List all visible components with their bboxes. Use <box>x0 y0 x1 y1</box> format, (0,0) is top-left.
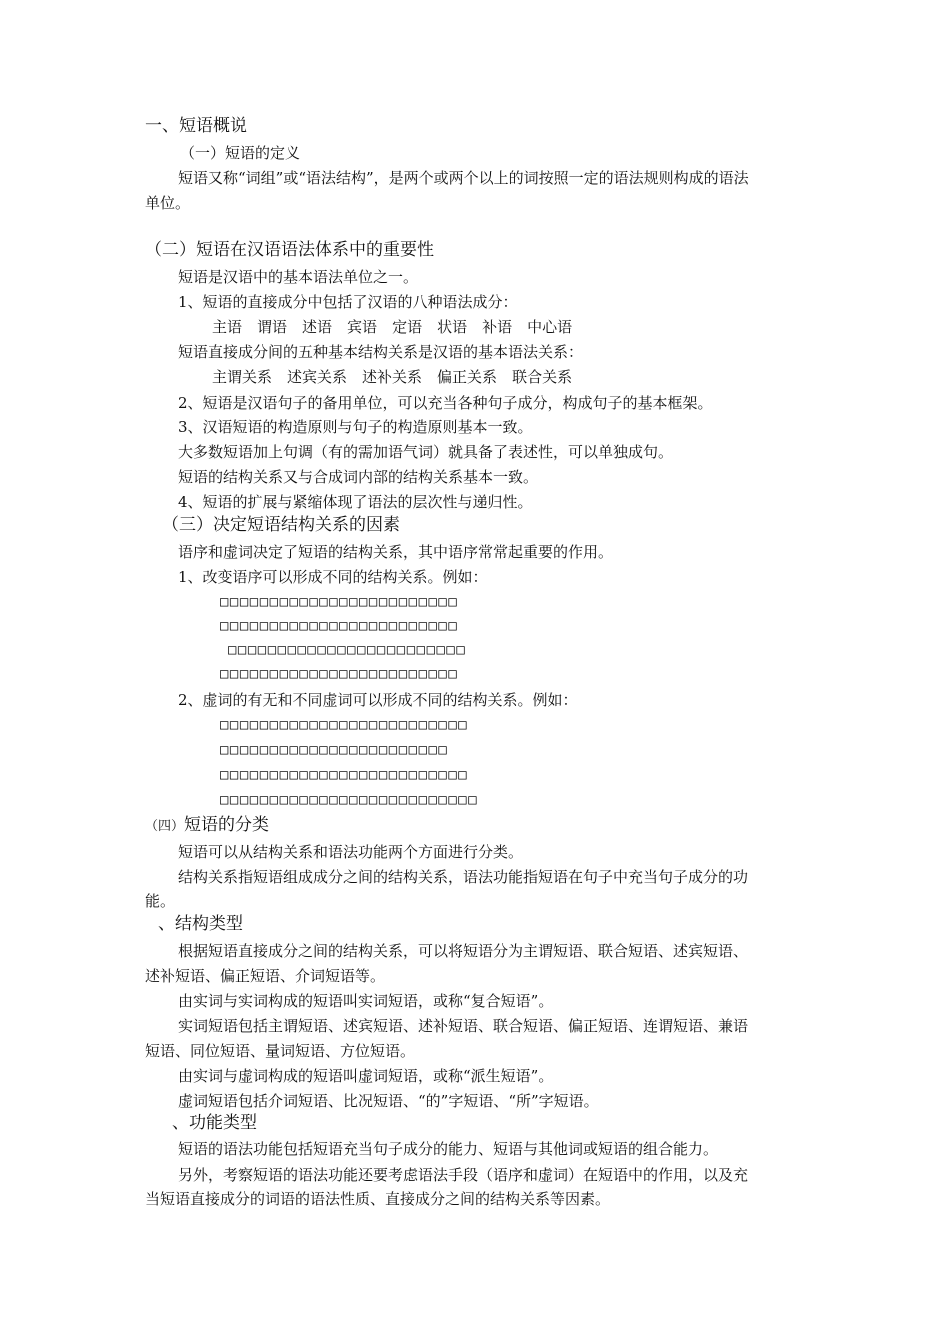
section-4-label: 短语的分类 <box>184 815 270 835</box>
list-item: 2、短语是汉语句子的备用单位，可以充当各种句子成分，构成句子的基本框架。 <box>178 394 713 412</box>
relation-term: 联合关系 <box>512 368 573 386</box>
paragraph: 虚词短语包括介词短语、比况短语、“的”字短语、“所”字短语。 <box>178 1092 599 1110</box>
example-line: □□□□□□□□□□□□□□□□□□□□□□□□ <box>220 666 459 682</box>
paragraph-line2: 短语、同位短语、量词短语、方位短语。 <box>145 1042 416 1060</box>
subsection-structure-title: 、结构类型 <box>158 914 243 934</box>
relation-term: 述宾关系 <box>287 368 348 386</box>
paragraph: 语序和虚词决定了短语的结构关系，其中语序常常起重要的作用。 <box>178 543 614 561</box>
relation-term: 偏正关系 <box>437 368 498 386</box>
component-term: 中心语 <box>527 318 573 336</box>
example-line: □□□□□□□□□□□□□□□□□□□□□□□□ <box>228 642 467 658</box>
paragraph-line1: 结构关系指短语组成成分之间的结构关系，语法功能指短语在句子中充当句子成分的功 <box>178 868 749 886</box>
example-line: □□□□□□□□□□□□□□□□□□□□□□□ <box>220 742 449 758</box>
list-item: 4、短语的扩展与紧缩体现了语法的层次性与递归性。 <box>178 493 533 511</box>
list-item: 3、汉语短语的构造原则与句子的构造原则基本一致。 <box>178 418 533 436</box>
list-item: 1、短语的直接成分中包括了汉语的八种语法成分： <box>178 293 518 311</box>
paragraph: 由实词与虚词构成的短语叫虚词短语，或称“派生短语”。 <box>178 1067 554 1085</box>
component-term: 主语 <box>212 318 243 336</box>
definition-paragraph-line1: 短语又称“词组”或“语法结构”，是两个或两个以上的词按照一定的语法规则构成的语法 <box>178 169 749 187</box>
component-term: 补语 <box>482 318 513 336</box>
list-item: 2、虚词的有无和不同虚词可以形成不同的结构关系。例如： <box>178 691 578 709</box>
paragraph: 短语的语法功能包括短语充当句子成分的能力、短语与其他词或短语的组合能力。 <box>178 1140 719 1158</box>
example-line: □□□□□□□□□□□□□□□□□□□□□□□□ <box>220 618 459 634</box>
paragraph: 短语的结构关系又与合成词内部的结构关系基本一致。 <box>178 468 539 486</box>
paragraph: 短语可以从结构关系和语法功能两个方面进行分类。 <box>178 843 524 861</box>
example-line: □□□□□□□□□□□□□□□□□□□□□□□□□ <box>220 767 469 783</box>
component-term: 谓语 <box>257 318 288 336</box>
paragraph-line1: 根据短语直接成分之间的结构关系，可以将短语分为主谓短语、联合短语、述宾短语、 <box>178 942 749 960</box>
paragraph: 短语是汉语中的基本语法单位之一。 <box>178 268 419 286</box>
paragraph-line1: 实词短语包括主谓短语、述宾短语、述补短语、联合短语、偏正短语、连谓短语、兼语 <box>178 1017 749 1035</box>
subsection-function-title: 、功能类型 <box>172 1113 257 1133</box>
grammar-components-list <box>212 317 587 337</box>
section-4-prefix: （四） <box>145 819 185 834</box>
paragraph-line1: 另外，考察短语的语法功能还要考虑语法手段（语序和虚词）在短语中的作用，以及充 <box>178 1166 749 1184</box>
section-2-title: （二）短语在汉语语法体系中的重要性 <box>145 240 434 260</box>
section-3-title: （三）决定短语结构关系的因素 <box>162 515 400 535</box>
paragraph: 大多数短语加上句调（有的需加语气词）就具备了表述性，可以单独成句。 <box>178 443 674 461</box>
paragraph-line2: 能。 <box>145 892 176 910</box>
paragraph-line2: 述补短语、偏正短语、介词短语等。 <box>145 967 386 985</box>
component-term: 状语 <box>437 318 468 336</box>
component-term: 宾语 <box>347 318 378 336</box>
paragraph: 短语直接成分间的五种基本结构关系是汉语的基本语法关系： <box>178 343 584 361</box>
paragraph-line2: 当短语直接成分的词语的语法性质、直接成分之间的结构关系等因素。 <box>145 1190 611 1208</box>
example-line: □□□□□□□□□□□□□□□□□□□□□□□□□ <box>220 717 469 733</box>
definition-paragraph-line2: 单位。 <box>145 194 191 212</box>
subsection-definition-title: （一）短语的定义 <box>180 144 301 162</box>
grammar-relations-list <box>212 367 587 387</box>
relation-term: 述补关系 <box>362 368 423 386</box>
example-line: □□□□□□□□□□□□□□□□□□□□□□□□ <box>220 594 459 610</box>
relation-term: 主谓关系 <box>212 368 273 386</box>
component-term: 述语 <box>302 318 333 336</box>
example-line: □□□□□□□□□□□□□□□□□□□□□□□□□□ <box>220 792 479 808</box>
section-4-title <box>145 815 269 837</box>
paragraph: 由实词与实词构成的短语叫实词短语，或称“复合短语”。 <box>178 992 554 1010</box>
list-item: 1、改变语序可以形成不同的结构关系。例如： <box>178 568 488 586</box>
section-1-title: 一、短语概说 <box>145 116 247 136</box>
component-term: 定语 <box>392 318 423 336</box>
